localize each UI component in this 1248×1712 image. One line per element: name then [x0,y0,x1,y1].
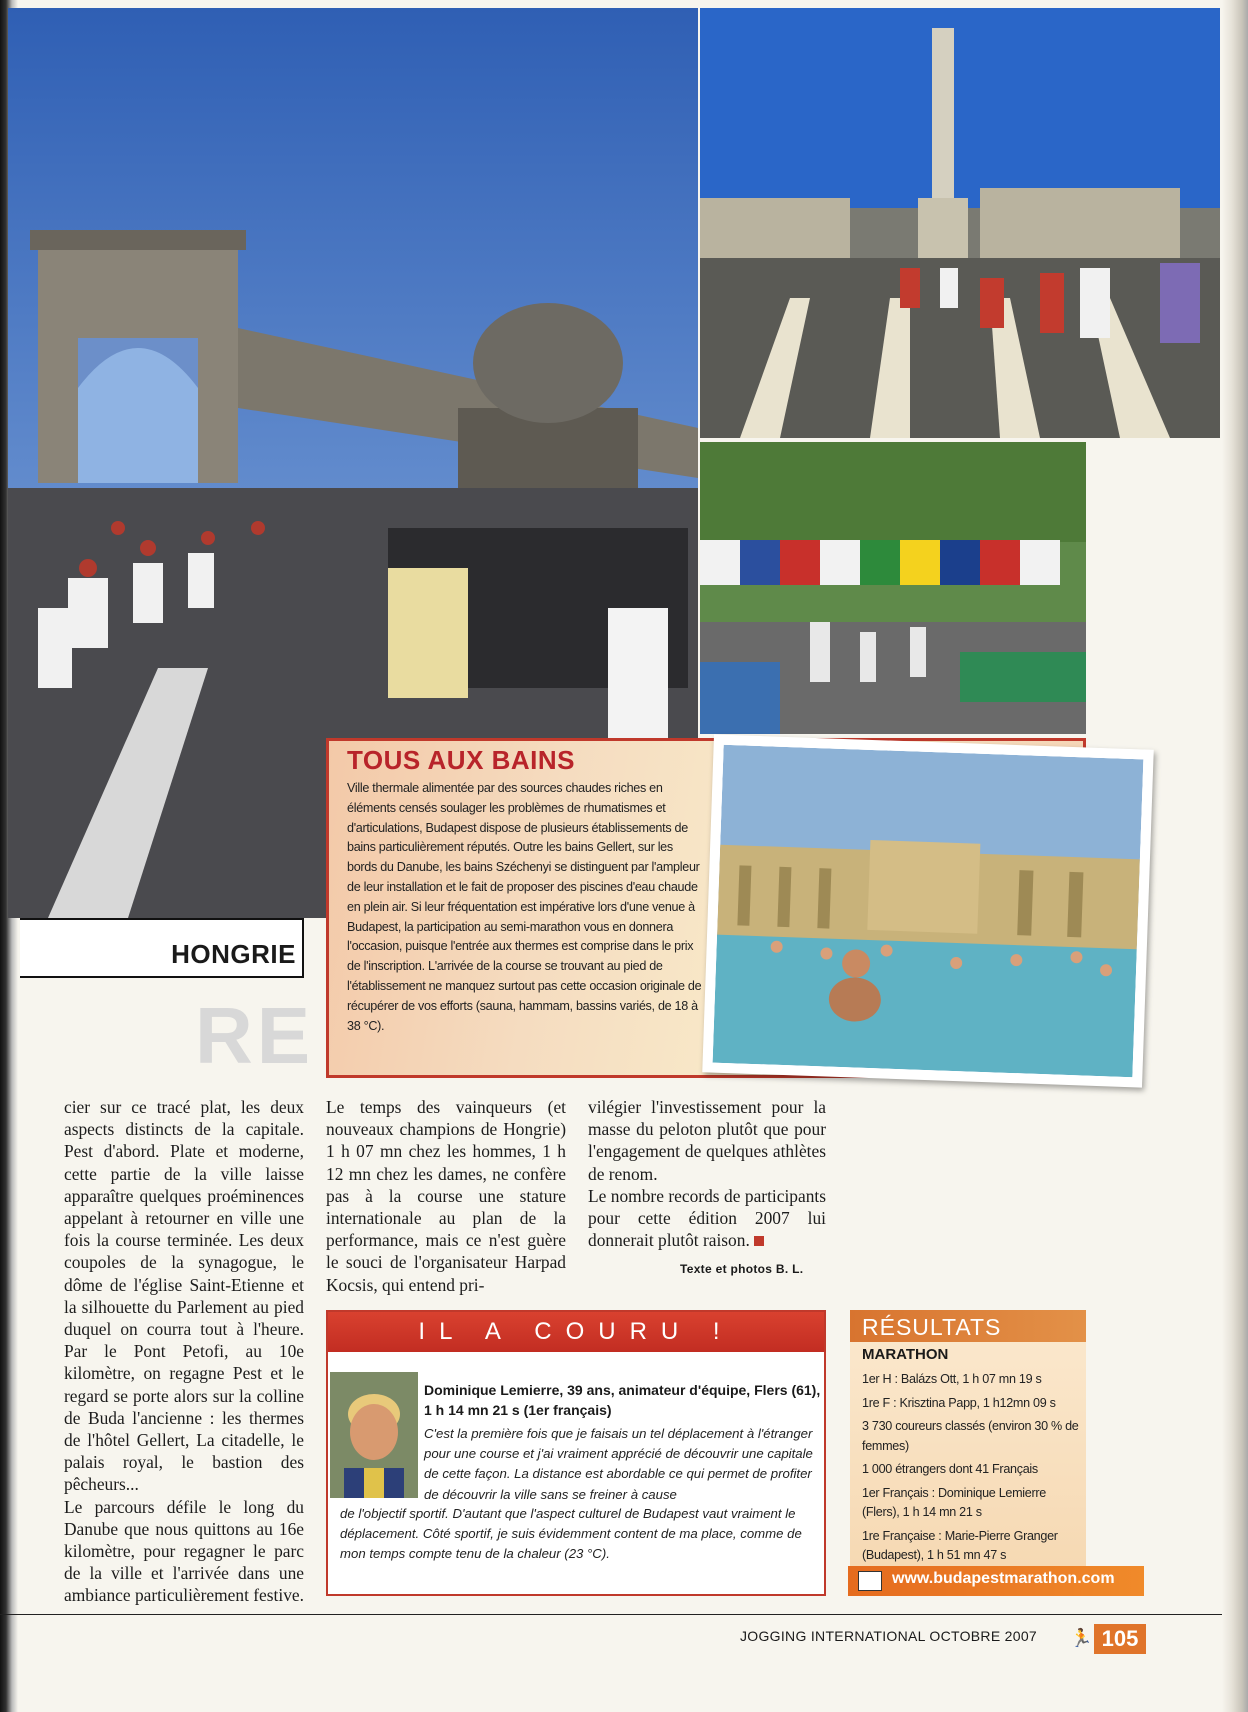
photo-thermal-bath [713,745,1144,1077]
runner-quote-continued: de l'objectif sportif. D'autant que l'aspect culturel de Budapest vaut vraiment le déplacement. Côté sportif, je suis évidemment content de ma place, comme de mon temps compte tenu de la chaleur (23 °C). [340,1506,802,1562]
resultats-subtitle: MARATHON [862,1346,949,1363]
article-col2-text: Le temps des vainqueurs (et nouveaux champions de Hongrie) 1 h 07 mn chez les hommes, 1 h 12 mn chez les dames, ne confère pas à la course une stature internationale au plan de la performance, mais ce n'est guère le souci de l'organisateur Harpad Kocsis, qui entend pri- [326,1097,566,1295]
photo-thermal-bath-frame [702,734,1154,1087]
runner-name: Dominique Lemierre, 39 ans, animateur d'équipe, Flers (61), 1 h 14 mn 21 s (1er français) [424,1382,821,1418]
resultats-line: 1re Française : Marie-Pierre Granger (Budapest), 1 h 51 mn 47 s [862,1528,1058,1562]
page-number: 105 [1094,1624,1146,1654]
article-col1b-text: Le parcours défile le long du Danube que nous quittons au 16e kilomètre, pour regagner le parc de la ville et l'arrivée dans une ambiance particulièrement festive. [64,1496,304,1606]
resultats-line: 1er H : Balázs Ott, 1 h 07 mn 19 s [862,1372,1042,1386]
background-ghost-lettering: RE [195,991,315,1080]
photo-heroes-square [700,8,1220,438]
article-col1-text: cier sur ce tracé plat, les deux aspects distincts de la capitale. Pest d'abord. Plate et moderne, cette partie de la ville laisse apparaître quelques proéminences appelant à retourner en ville une fois la course terminée. Les deux coupoles de la synagogue, le dôme de l'église Saint-Etienne et la silhouette du Parlement au pied duquel on courra tout à l'heure. Par le Pont Petofi, au 10e kilomètre, on regagne Pest et le regard se porte alors sur la colline de Buda l'ancienne : les thermes de l'hôtel Gellert, La citadelle, le palais royal, le bastion des pêcheurs... [64,1097,304,1495]
end-square-icon [754,1236,764,1246]
resultats-list [862,1370,1082,1570]
runner-portrait [330,1372,418,1498]
section-label-box [20,918,304,978]
resultats-line: 3 730 coureurs classés (environ 30 % de femmes) [862,1419,1079,1453]
computer-icon [858,1571,882,1591]
article-col3-text: vilégier l'investissement pour la masse du peloton plutôt que pour l'engagement de quelques athlètes de renom. [588,1097,826,1184]
sidebar-resultats [850,1310,1086,1566]
article-column-3 [588,1096,826,1251]
runner-quote: C'est la première fois que je faisais un tel déplacement à l'étranger pour une course et j'ai vraiment apprécié de découvrir une capitale de cette façon. La distance est abordable ce qui permet de profiter de découvrir la ville sans se freiner à cause [424,1426,813,1502]
runner-icon: 🏃 [1070,1628,1093,1649]
couru-band-title: IL A COURU ! [328,1312,824,1352]
page-right-edge [1222,0,1248,1712]
photo-credit: Texte et photos B. L. [680,1262,804,1276]
resultats-line: 1er Français : Dominique Lemierre (Flers), 1 h 14 mn 21 s [862,1485,1046,1519]
footer-rule [0,1614,1222,1615]
photo-flags-finish [700,442,1086,734]
resultats-title: RÉSULTATS [850,1310,1086,1342]
bains-text: Ville thermale alimentée par des sources chaudes riches en éléments censés soulager les problèmes de rhumatismes et d'articulations, Budapest dispose de plusieurs établissements de bains particulièrement réputés. Outre les bains Gellert, sur les bords du Danube, les bains Széchenyi se distinguent par l'ampleur de leur installation et le fait de proposer des piscines d'eau chaude en plein air. Si leur fréquentation est impérative lors d'une venue à Budapest, la participation au semi-marathon vous en donnera l'occasion, puisque l'entrée aux thermes est comprise dans le prix de l'inscription. L'arrivée de la course se trouvant au pied de l'établissement ne manquez surtout pas cette occasion originale de récupérer de vos efforts (sauna, hammam, bassins variés, de 18 à 38 °C). [347,781,702,1033]
sidebar-il-a-couru [326,1310,826,1596]
website-url[interactable]: www.budapestmarathon.com [892,1570,1115,1587]
resultats-line: 1 000 étrangers dont 41 Français [862,1462,1038,1476]
resultats-line: 1re F : Krisztina Papp, 1 h12mn 09 s [862,1395,1056,1410]
section-label: HONGRIE [171,939,296,969]
article-column-1 [64,1096,304,1607]
bains-title: TOUS AUX BAINS [347,745,576,775]
article-column-2 [326,1096,566,1296]
footer-magazine: JOGGING INTERNATIONAL OCTOBRE 2007 [740,1628,1038,1644]
website-link-box[interactable] [848,1566,1144,1596]
article-col3b-text: Le nombre records de participants pour cette édition 2007 lui donnerait plutôt raison. [588,1185,826,1251]
